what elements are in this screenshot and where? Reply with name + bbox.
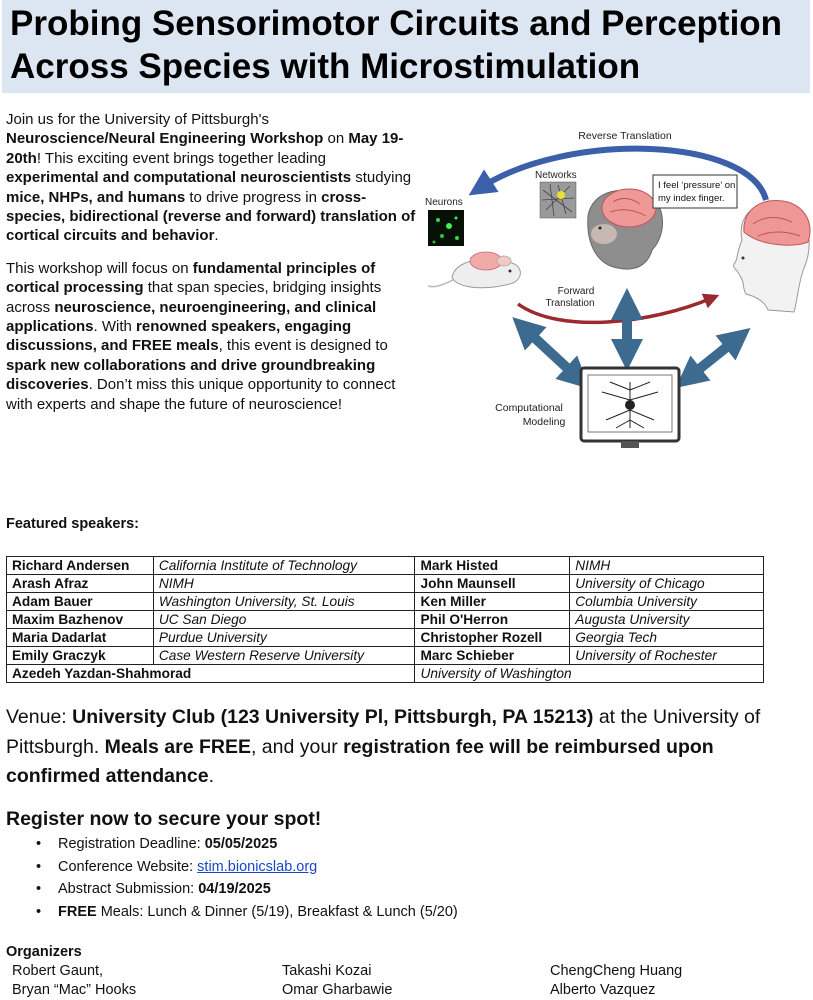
- speaker-institution: Washington University, St. Louis: [153, 593, 415, 611]
- intro-paragraph-1: Join us for the University of Pittsburgh's Neuroscience/Neural Engineering Workshop on May 19-20th! This exciting event brings together leading experimental and computational neuroscientists studying mice, NHPs, and humans to drive progress in cross-species, bidirectional (reverse and forward) translation of cortical circuits and behavior.: [6, 111, 416, 245]
- speaker-name: Richard Andersen: [7, 557, 154, 575]
- computational-modeling-label-1: Computational: [495, 402, 563, 414]
- speaker-institution: University of Rochester: [570, 647, 764, 665]
- venue-paragraph: Venue: University Club (123 University Pl, Pittsburgh, PA 15213) at the University of Pittsburgh. Meals are FREE, and your registration fee will be reimbursed upon confirmed attendance.: [6, 706, 761, 787]
- intro-paragraph-2: This workshop will focus on fundamental principles of cortical processing that span species, bridging insights across neuroscience, neuroengineering, and clinical applications. With renowned speakers, engaging discussions, and FREE meals, this event is designed to spark new collaborations and drive groundbreaking discoveries. Don’t miss this unique opportunity to connect with experts and shape the future of neuroscience!: [6, 259, 396, 413]
- speech-line-2: my index finger.: [658, 193, 725, 204]
- speaker-name: Emily Graczyk: [7, 647, 154, 665]
- table-row: [7, 665, 764, 683]
- registration-deadline: 05/05/2025: [204, 836, 278, 852]
- organizers-column-2: Takashi Kozai Omar Gharbawie: [282, 963, 393, 998]
- speaker-name: Marc Schieber: [415, 647, 570, 665]
- organizers-heading: Organizers: [6, 944, 82, 960]
- speaker-name: Phil O'Herron: [415, 611, 570, 629]
- computational-modeling-label-2: Modeling: [522, 416, 566, 428]
- forward-translation-label-2: Translation: [545, 298, 595, 309]
- translation-diagram: [420, 120, 813, 465]
- speaker-institution: UC San Diego: [153, 611, 415, 629]
- page-title-line-2: Across Species with Microstimulation: [10, 47, 641, 86]
- neurons-image: [428, 210, 464, 246]
- list-item: • Abstract Submission: 04/19/2025: [36, 881, 271, 897]
- speaker-name: John Maunsell: [415, 575, 570, 593]
- register-heading: Register now to secure your spot!: [6, 808, 322, 830]
- computer-illustration: [581, 368, 679, 448]
- speaker-institution: NIMH: [570, 557, 764, 575]
- speaker-institution: Georgia Tech: [570, 629, 764, 647]
- human-illustration: [734, 200, 810, 312]
- table-row: [7, 575, 764, 593]
- speaker-institution: Columbia University: [570, 593, 764, 611]
- abstract-deadline: 04/19/2025: [198, 881, 271, 897]
- speaker-name: Maria Dadarlat: [7, 629, 154, 647]
- organizers-column-1: Robert Gaunt, Bryan “Mac” Hooks: [12, 963, 137, 998]
- list-item: • FREE Meals: Lunch & Dinner (5/19), Breakfast & Lunch (5/20): [36, 903, 458, 920]
- mouse-illustration: [428, 252, 520, 288]
- featured-speakers-heading: Featured speakers:: [6, 516, 139, 532]
- speakers-table: [6, 556, 764, 683]
- speaker-name: Adam Bauer: [7, 593, 154, 611]
- speaker-name: Maxim Bazhenov: [7, 611, 154, 629]
- reverse-translation-label: Reverse Translation: [578, 130, 672, 142]
- organizers-column-3: ChengCheng Huang Alberto Vazquez: [550, 963, 683, 998]
- left-double-arrow: [524, 328, 578, 378]
- forward-translation-label-1: Forward: [557, 286, 595, 297]
- speaker-name: Arash Afraz: [7, 575, 154, 593]
- monkey-illustration: [588, 189, 663, 269]
- right-double-arrow: [688, 338, 738, 378]
- speech-line-1: I feel ‘pressure’ on: [658, 180, 736, 191]
- intro-text: [6, 110, 416, 427]
- speaker-institution: Augusta University: [570, 611, 764, 629]
- speaker-name: Azedeh Yazdan-Shahmorad: [7, 665, 415, 683]
- table-row: [7, 629, 764, 647]
- speaker-institution: Case Western Reserve University: [153, 647, 415, 665]
- table-row: [7, 611, 764, 629]
- page-title-line-1: Probing Sensorimotor Circuits and Perception: [10, 4, 783, 43]
- speaker-name: Mark Histed: [415, 557, 570, 575]
- speaker-name: Ken Miller: [415, 593, 570, 611]
- table-row: [7, 557, 764, 575]
- networks-label: Networks: [535, 170, 577, 181]
- speaker-name: Christopher Rozell: [415, 629, 570, 647]
- list-item: • Conference Website: stim.bionicslab.org: [36, 858, 318, 875]
- conference-website-link[interactable]: stim.bionicslab.org: [197, 858, 318, 875]
- table-row: [7, 647, 764, 665]
- speaker-institution: NIMH: [153, 575, 415, 593]
- speaker-institution: Purdue University: [153, 629, 415, 647]
- speaker-institution: University of Washington: [415, 665, 764, 683]
- speaker-institution: University of Chicago: [570, 575, 764, 593]
- table-row: [7, 593, 764, 611]
- speaker-institution: California Institute of Technology: [153, 557, 415, 575]
- neurons-label: Neurons: [425, 197, 463, 208]
- registration-details-list: [36, 833, 458, 923]
- list-item: • Registration Deadline: 05/05/2025: [36, 836, 278, 852]
- title-banner: [2, 0, 810, 93]
